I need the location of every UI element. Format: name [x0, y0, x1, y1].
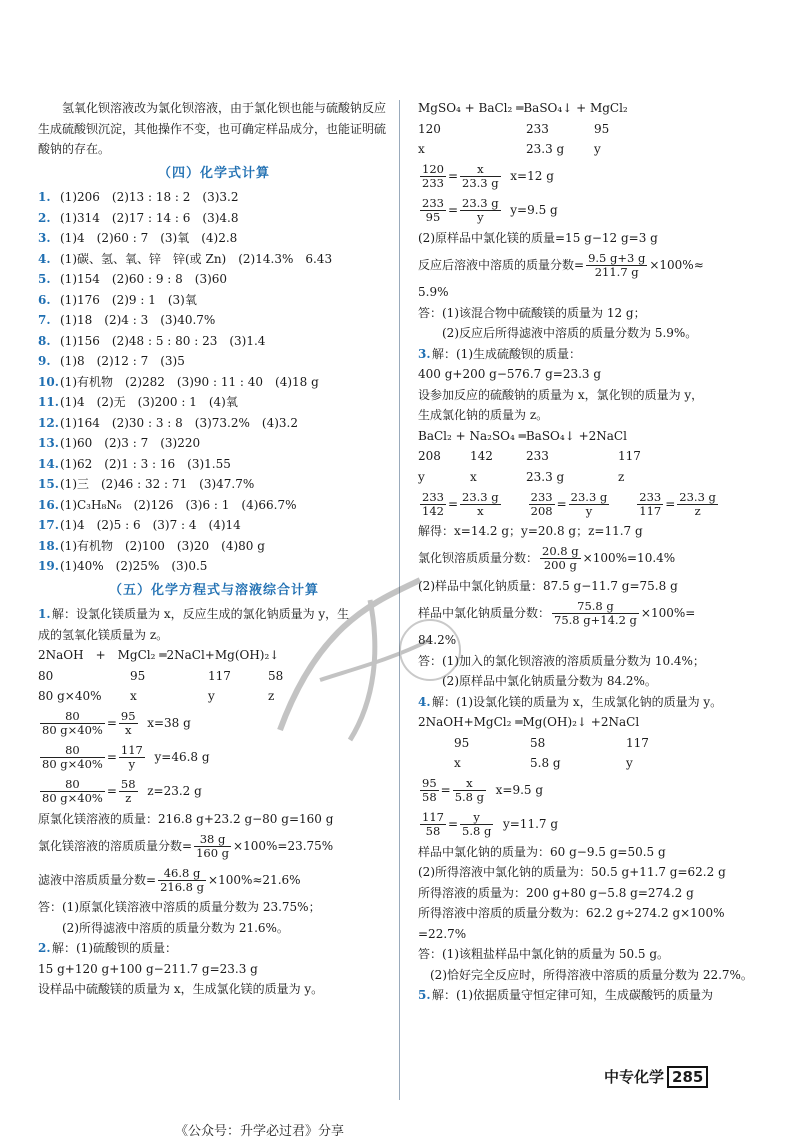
book-title: 中专化学 [604, 1068, 665, 1086]
list-item: 7. (1)18 (2)4 : 3 (3)40.7% [38, 313, 216, 327]
question-number: 5. [418, 988, 431, 1002]
mass-fraction-equation: 氯化钡溶质质量分数： $\frac{20.8 g}{200 g}$ ×100%=10.4% [418, 544, 676, 572]
list-item: 2. (1)314 (2)17 : 14 : 6 (3)4.8 [38, 210, 239, 225]
mass-fraction-equation: 氯化镁溶液的溶质质量分数= $\frac{38 g}{160 g}$ ×100%=23.75% [38, 831, 334, 860]
proportion-equation: $\frac{80}{80 g\times 40\%}$ = $\frac{117}{y}$ y=46.8 g [42, 743, 210, 771]
proportion-equation: $\frac{117}{58}$ = $\frac{y}{5.8 g}$ y=11.7 g [422, 810, 559, 838]
mass-fraction-equation: 滤液中溶质质量分数= $\frac{46.8 g}{216.8 g}$ ×100%≈21.6% [38, 865, 301, 894]
ratio-row: 120 233 95 [418, 121, 610, 136]
answer-text: (2)所得滤液中溶质的质量分数为 21.6%。 [62, 920, 289, 935]
page-number: 285 [667, 1066, 708, 1088]
answer-text: 答：(1)该粗盐样品中氯化钠的质量为 50.5 g。 [418, 947, 670, 961]
question-1: 1. 解：设氯化镁质量为 x，反应生成的氯化钠质量为 y，生 成的氢氧化镁质量为 z。 2NaOH + MgCl₂ ═2NaCl+Mg(OH)₂↓ 80 95 117 58 80 g×40% x y z $\frac{80}{80 g\times 40\%}$ = $\frac{95}{x}$ x=38 g $\frac{80}{80 g\times 40\%}$ = $\frac{117}{y}$ y=46.8 g $\frac{80}{80 g\times 40\%}$ = $\frac{58}{z}$ z=23.2 g 原氯化镁溶液的质量：216.8 g+23.2 g−80 g=160 g 氯化镁溶液的溶质质量分数= $\frac{38 g}{160 g}$ ×100%=23.75% 滤液中溶质质量分数= $\frac{46.8 g}{216.8 g}$ ×100%≈21.6% 答：(1)原氯化镁溶液中溶质的质量分数为 23.75%； (2)所得滤液中溶质的质量分数为 21.6%。 [38, 604, 390, 938]
list-item: 4. (1)碳、氢、氧、锌 锌(或 Zn) (2)14.3% 6.43 [38, 251, 333, 266]
equation: 2NaOH+MgCl₂ ═Mg(OH)₂↓ +2NaCl [418, 715, 640, 729]
answer-text: 答：(1)加入的氯化钡溶液的溶质质量分数为 10.4%； [418, 653, 705, 668]
ratio-row: 80 95 117 58 [38, 668, 284, 683]
question-5: 5. 解：(1)依据质量守恒定律可知，生成碳酸钙的质量为 [418, 985, 768, 1006]
watermark-logo [260, 560, 510, 750]
list-item: 10. (1)有机物 (2)282 (3)90 : 11 : 40 (4)18 g [38, 374, 319, 389]
ratio-row: x 5.8 g y [454, 756, 633, 770]
list-item: 8. (1)156 (2)48 : 5 : 80 : 23 (3)1.4 [38, 333, 266, 348]
list-item: 1. (1)206 (2)13 : 18 : 2 (3)3.2 [38, 190, 239, 204]
list-item: 14. (1)62 (2)1 : 3 : 16 (3)1.55 [38, 456, 231, 471]
question-3: 3. 解：(1)生成硫酸钡的质量： 400 g+200 g−576.7 g=23.3 g 设参加反应的硫酸钠的质量为 x，氯化钡的质量为 y， 生成氯化钠的质量为 z。 BaCl₂ + Na₂SO₄ ═BaSO₄↓ +2NaCl 208 142 233 117 y x 23.3 g z $\frac{233}{142}$ = $\frac{23.3 g}{x}$ $\frac{233}{208}$ = $\frac{23.3 g}{y}$ $\frac{233}{117}$ = $\frac{23.3 g}{z}$ 解得：x=14.2 g；y=20.8 g；z=11.7 g 氯化钡溶质质量分数： $\frac{20.8 g}{200 g}$ ×100%=10.4% (2)样品中氯化钠质量：87.5 g−11.7 g=75.8 g 样品中氯化钠质量分数： $\frac{75.8 g}{75.8 g+14.2 g}$ ×100%= 84.2% 答：(1)加入的氯化钡溶液的溶质质量分数为 10.4%； (2)原样品中氯化钠质量分数为 84.2%。 [418, 344, 768, 692]
list-item: 5. (1)154 (2)60 : 9 : 8 (3)60 [38, 272, 228, 286]
question-4: 4. 解：(1)设氯化镁的质量为 x，生成氯化钠的质量为 y。 2NaOH+MgCl₂ ═Mg(OH)₂↓ +2NaCl 95 58 117 x 5.8 g y $\frac{95}{58}$ = $\frac{x}{5.8 g}$ x=9.5 g $\frac{117}{58}$ = $\frac{y}{5.8 g}$ y=11.7 g 样品中氯化钠的质量为：60 g−9.5 g=50.5 g (2)所得溶液中氯化钠的质量为：50.5 g+11.7 g=62.2 g 所得溶液的质量为：200 g+80 g−5.8 g=274.2 g 所得溶液中溶质的质量分数为：62.2 g÷274.2 g×100% =22.7% 答：(1)该粗盐样品中氯化钠的质量为 50.5 g。 (2)恰好完全反应时，所得溶液中溶质的质量分数为 22.7%。 [418, 692, 768, 986]
list-item: 6. (1)176 (2)9 : 1 (3)氧 [38, 292, 197, 307]
answer-text: 答：(1)原氯化镁溶液中溶质的质量分数为 23.75%； [38, 900, 321, 914]
left-column [38, 98, 390, 1000]
proportion-equation: $\frac{80}{80 g\times 40\%}$ = $\frac{95}{x}$ x=38 g [42, 709, 191, 737]
ratio-row: 95 58 117 [454, 735, 649, 750]
answer-text: (2)反应后所得滤液中溶质的质量分数为 5.9%。 [442, 326, 698, 340]
right-column: MgSO₄ + BaCl₂ ═BaSO₄↓ + MgCl₂ 120 233 95 x 23.3 g y $\frac{120}{233}$ = $\frac{x}{23.3 g}$ x=12 g $\frac{233}{95}$ = $\frac{23.3 g}{y}$ y=9.5 g (2)原样品中氯化镁的质量=15 g−12 g=3 g 反应后溶液中溶质的质量分数= $\frac{9.5 g+3 g}{211.7 g}$ ×100%≈ 5.9% 答：(1)该混合物中硫酸镁的质量为 12 g； (2)反应后所得滤液中溶质的质量分数为 5.9%。 3. 解：(1)生成硫酸钡的质量： 400 g+200 g−576.7 g=23.3 g 设参加反应的硫酸钠的质量为 x，氯化钡的质量为 y， 生成氯化钠的质量为 z。 BaCl₂ + Na₂SO₄ ═BaSO₄↓ +2NaCl 208 142 233 117 y x 23.3 g z $\frac{233}{142}$ = $\frac{23.3 g}{x}$ $\frac{233}{208}$ = $\frac{23.3 g}{y}$ $\frac{233}{117}$ = $\frac{23.3 g}{z}$ 解得：x=14.2 g；y=20.8 g；z=11.7 g 氯化钡溶质质量分数： $\frac{20.8 g}{200 g}$ ×100%=10.4% (2)样品中氯化钠质量：87.5 g−11.7 g=75.8 g 样品中氯化钠质量分数： $\frac{75.8 g}{75.8 g+14.2 g}$ ×100%= 84.2% 答：(1)加入的氯化钡溶液的溶质质量分数为 10.4%； (2)原样品中氯化钠质量分数为 84.2%。 4. 解：(1)设氯化镁的质量为 x，生成氯化钠的质量为 y。 2NaOH+MgCl₂ ═Mg(OH)₂↓ +2NaCl 95 58 117 x 5.8 g y $\frac{95}{58}$ = $\frac{x}{5.8 g}$ x=9.5 g $\frac{117}{58}$ = $\frac{y}{5.8 g}$ y=11.7 g 样品中氯化钠的质量为：60 g−9.5 g=50.5 g (2)所得溶液中氯化钠的质量为：50.5 g+11.7 g=62.2 g 所得溶液的质量为：200 g+80 g−5.8 g=274.2 g 所得溶液中溶质的质量分数为：62.2 g÷274.2 g×100% =22.7% 答：(1)该粗盐样品中氯化钠的质量为 50.5 g。 (2)恰好完全反应时，所得溶液中溶质的质量分数为 22.7%。 5. 解：(1)依据质量守恒定律可知，生成碳酸钙的质量为 [418, 98, 768, 1006]
question-number: 4. [418, 694, 431, 709]
proportion-equations: $\frac{233}{142}$ = $\frac{23.3 g}{x}$ $\frac{233}{208}$ = $\frac{23.3 g}{y}$ $\frac{233}{117}$ = $\frac{23.3 g}{z}$ [422, 489, 716, 518]
answer-text: (2)原样品中氯化钠质量分数为 84.2%。 [442, 674, 657, 688]
section-5-title: （五）化学方程式与溶液综合计算 [108, 582, 319, 598]
list-item: 17. (1)4 (2)5 : 6 (3)7 : 4 (4)14 [38, 518, 241, 532]
ratio-row: 80 g×40% x y z [38, 689, 275, 703]
book-title-page-number [604, 1066, 708, 1088]
ratio-row: x 23.3 g y [418, 142, 601, 156]
proportion-equation: $\frac{120}{233}$ = $\frac{x}{23.3 g}$ x=12 g [422, 162, 554, 190]
ratio-row: y x 23.3 g z [418, 469, 625, 484]
mass-fraction-equation: 样品中氯化钠质量分数： $\frac{75.8 g}{75.8 g+14.2 g}$ ×100%= [418, 598, 696, 627]
ratio-row: 208 142 233 117 [418, 449, 641, 463]
equation: 2NaOH + MgCl₂ ═2NaCl+Mg(OH)₂↓ [38, 648, 280, 662]
answer-text: 答：(1)该混合物中硫酸镁的质量为 12 g； [418, 305, 646, 320]
answers-section-4 [38, 187, 390, 577]
list-item: 16. (1)C₃H₈N₆ (2)126 (3)6 : 1 (4)66.7% [38, 497, 297, 512]
question-number: 1. [38, 607, 51, 621]
list-item: 11. (1)4 (2)无 (3)200 : 1 (4)氧 [38, 395, 238, 409]
section-4-title: （四）化学式计算 [157, 165, 270, 181]
question-number: 3. [418, 346, 431, 361]
proportion-equation: $\frac{95}{58}$ = $\frac{x}{5.8 g}$ x=9.5 g [422, 776, 544, 804]
question-number: 2. [38, 941, 51, 955]
share-note: 《公众号：升学必过君》分享 [175, 1124, 345, 1139]
equation: BaCl₂ + Na₂SO₄ ═BaSO₄↓ +2NaCl [418, 428, 627, 443]
list-item: 9. (1)8 (2)12 : 7 (3)5 [38, 354, 185, 368]
list-item: 18. (1)有机物 (2)100 (3)20 (4)80 g [38, 538, 265, 553]
proportion-equation: $\frac{233}{95}$ = $\frac{23.3 g}{y}$ y=9.5 g [422, 196, 558, 224]
proportion-equation: $\frac{80}{80 g\times 40\%}$ = $\frac{58}{z}$ z=23.2 g [42, 777, 202, 805]
question-2: 2. 解：(1)硫酸钡的质量： 15 g+120 g+100 g−211.7 g=23.3 g 设样品中硫酸镁的质量为 x，生成氯化镁的质量为 y。 [38, 938, 390, 1000]
list-item: 19. (1)40% (2)25% (3)0.5 [38, 559, 208, 573]
list-item: 3. (1)4 (2)60 : 7 (3)氧 (4)2.8 [38, 231, 238, 245]
equation: MgSO₄ + BaCl₂ ═BaSO₄↓ + MgCl₂ [418, 101, 628, 115]
list-item: 12. (1)164 (2)30 : 3 : 8 (3)73.2% (4)3.2 [38, 415, 298, 430]
list-item: 15. (1)三 (2)46 : 32 : 71 (3)47.7% [38, 477, 255, 491]
intro-paragraph: 氢氧化钡溶液改为氯化钡溶液，由于氯化钡也能与硫酸钠反应生成硫酸钡沉淀，其他操作不变，也可确定样品成分，也能证明硫酸钠的存在。 [38, 101, 387, 156]
list-item: 13. (1)60 (2)3 : 7 (3)220 [38, 436, 201, 450]
mass-fraction-equation: 反应后溶液中溶质的质量分数= $\frac{9.5 g+3 g}{211.7 g}$ ×100%≈ [418, 250, 704, 279]
answer-text: (2)恰好完全反应时，所得溶液中溶质的质量分数为 22.7%。 [430, 967, 753, 982]
